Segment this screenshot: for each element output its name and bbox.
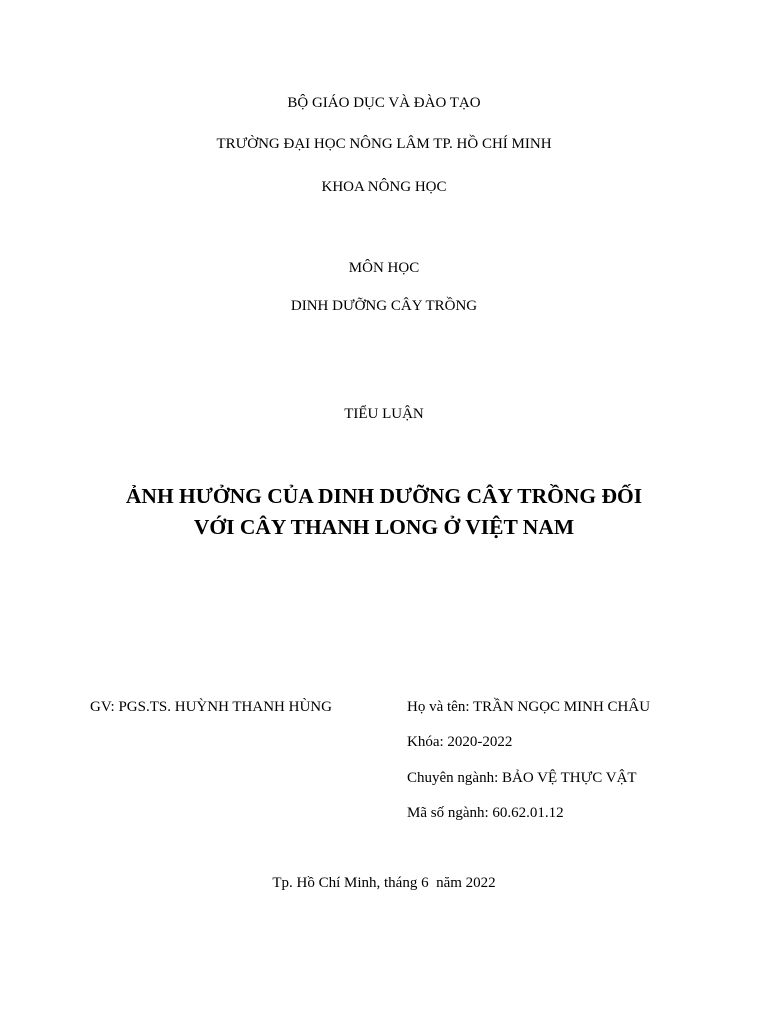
course-label: MÔN HỌC [348, 260, 420, 276]
cohort-row [407, 733, 512, 751]
place-and-date: Tp. Hồ Chí Minh, tháng 6 năm 2022 [272, 875, 496, 891]
ministry-name: BỘ GIÁO DỤC VÀ ĐÀO TẠO [287, 95, 481, 111]
faculty-name: KHOA NÔNG HỌC [321, 179, 447, 195]
program-code-value: 60.62.01.12 [492, 805, 564, 821]
course-name: DINH DƯỠNG CÂY TRỒNG [290, 298, 478, 314]
lecturer-info: GV: PGS.TS. HUỲNH THANH HÙNG [90, 699, 332, 715]
student-name-row [407, 698, 650, 716]
university-name: TRƯỜNG ĐẠI HỌC NÔNG LÂM TP. HỒ CHÍ MINH [216, 136, 552, 152]
cohort-label: Khóa: [407, 734, 444, 750]
essay-title-line-2: VỚI CÂY THANH LONG Ở VIỆT NAM [193, 515, 575, 539]
document-type: TIỂU LUẬN [344, 406, 424, 422]
student-name-label: Họ và tên: [407, 699, 470, 715]
major-value: BẢO VỆ THỰC VẬT [502, 770, 637, 786]
program-code-label: Mã số ngành: [407, 805, 489, 821]
cohort-value: 2020-2022 [447, 734, 513, 750]
student-name-value: TRẦN NGỌC MINH CHÂU [472, 699, 651, 715]
program-code-row [407, 804, 564, 822]
major-row [407, 769, 637, 787]
major-label: Chuyên ngành: [407, 770, 499, 786]
essay-title-line-1: ẢNH HƯỞNG CỦA DINH DƯỠNG CÂY TRỒNG ĐỐI [125, 484, 643, 508]
